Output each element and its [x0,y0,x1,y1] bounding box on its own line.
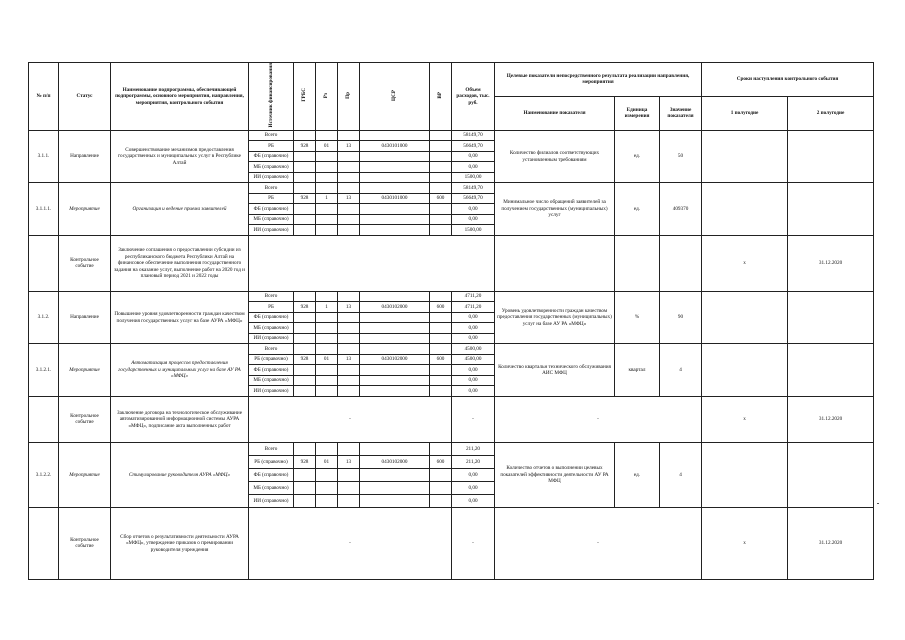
row-num: 3.1.1.1. [29,183,59,236]
table-row [29,291,874,302]
unit-cell: ед. [615,183,660,236]
unit-cell: ед. [615,442,660,507]
volume-cell: 0,00 [452,468,495,481]
volume-cell: 211,20 [452,442,495,455]
vr-cell: 600 [430,302,452,313]
pr-cell: 13 [338,455,360,468]
row-status: Мероприятие [59,442,111,507]
unit-cell: % [615,291,660,344]
volume-cell: 0,00 [452,494,495,507]
header-row [29,63,874,97]
row-status: Направление [59,291,111,344]
row-status: Мероприятие [59,183,111,236]
table-row [29,507,874,579]
csr-cell: 0430102000 [360,455,430,468]
csr-cell: 0430101000 [360,141,430,152]
half1-cell: х [702,507,788,579]
half2-cell: 31.12.2020 [788,507,874,579]
volume-cell: 0,00 [452,386,495,397]
volume-cell: 0,00 [452,204,495,215]
csr-cell: 0430102000 [360,354,430,365]
col-status: Статус [59,63,111,131]
source-cell: Всего [249,130,294,141]
volume-cell: 211,20 [452,455,495,468]
volume-cell: 0,00 [452,375,495,386]
row-status: Направление [59,130,111,183]
source-cell: Всего [249,344,294,355]
pr-cell: 13 [338,193,360,204]
source-cell: РБ [249,141,294,152]
source-cell: ИИ (справочно) [249,386,294,397]
pr-cell: 13 [338,141,360,152]
row-num: 3.1.2.2. [29,442,59,507]
dash-cell: - [452,507,495,579]
col-rz: Рз [316,63,338,131]
volume-cell: 4500,00 [452,344,495,355]
row-name: Сбор отчетов о результативности деятельности АУРА «МФЦ», утверждение приказов о премировании руководителя учреждения [111,507,249,579]
row-name: Автоматизация процессов предоставления государственных и муниципальных услуг на базе АУ РА «МФЦ» [111,344,249,397]
unit-cell: ед. [615,130,660,183]
volume-cell: 1500,00 [452,225,495,236]
row-num: 3.1.2.1. [29,344,59,397]
volume-cell: 0,00 [452,323,495,334]
source-cell: ИИ (справочно) [249,333,294,344]
row-status: Мероприятие [59,344,111,397]
volume-cell: 1500,00 [452,172,495,183]
target-cell: Количество филиалов соответствующих установленным требованиям [495,130,615,183]
source-cell: Всего [249,442,294,455]
source-cell: Всего [249,183,294,194]
source-cell: ИИ (справочно) [249,225,294,236]
source-cell: РБ (справочно) [249,354,294,365]
dash-cell: - [249,396,452,442]
rz-cell: 1 [316,302,338,313]
source-cell: МБ (справочно) [249,214,294,225]
col-grbs: ГРБС [294,63,316,131]
volume-cell: 58149,70 [452,183,495,194]
volume-cell: 56649,70 [452,141,495,152]
grbs-cell: 928 [294,354,316,365]
target-cell: Количество квартальн технического обслуживания АИС МФЦ [495,344,615,397]
csr-cell: 0430102000 [360,302,430,313]
grbs-cell: 928 [294,193,316,204]
row-status: Контрольное событие [59,396,111,442]
row-status: Контрольное событие [59,507,111,579]
dash-cell: - [249,507,452,579]
volume-cell: 0,00 [452,162,495,173]
rz-cell: 01 [316,141,338,152]
col-value: Значение показателя [660,96,702,130]
table-row [29,235,874,291]
source-cell: Всего [249,291,294,302]
program-table [28,62,874,580]
vr-cell: 600 [430,193,452,204]
col-vr: ВР [430,63,452,131]
col-deadline: Сроки наступления контрольного события [702,63,874,97]
volume-cell: 0,00 [452,333,495,344]
col-unit: Единица измерения [615,96,660,130]
volume-cell: 4711,20 [452,302,495,313]
grbs-cell: 928 [294,141,316,152]
table-row [29,344,874,355]
col-name: Наименование подпрограммы, обеспечивающей подпрограммы, основного мероприятия, направления, мероприятия, контрольного события [111,63,249,131]
scan-speck [877,503,879,504]
source-cell: ФБ (справочно) [249,468,294,481]
volume-cell: 0,00 [452,151,495,162]
table-row [29,183,874,194]
col-csr: ЦСР [360,63,430,131]
source-cell: РБ [249,302,294,313]
row-name: Заключение договора на технологическое обслуживание автоматизированной информационной системы АУРА «МФЦ», подписание акта выполненных работ [111,396,249,442]
source-cell: ФБ (справочно) [249,151,294,162]
source-cell: ИИ (справочно) [249,172,294,183]
rz-cell: 01 [316,455,338,468]
col-half1: 1 полугодие [702,96,788,130]
source-cell: РБ [249,193,294,204]
source-cell: ФБ (справочно) [249,204,294,215]
source-cell: МБ (справочно) [249,375,294,386]
value-cell: 409370 [660,183,702,236]
source-cell: МБ (справочно) [249,323,294,334]
row-num: 3.1.1. [29,130,59,183]
row-name: Стимулирование руководителя АУРА «МФЦ» [111,442,249,507]
half1-cell: х [702,396,788,442]
source-cell: МБ (справочно) [249,481,294,494]
col-source: Источник финансирования [249,63,294,131]
pr-cell: 13 [338,354,360,365]
volume-cell: 4500,00 [452,354,495,365]
source-cell: РБ (справочно) [249,455,294,468]
volume-cell: 0,00 [452,481,495,494]
row-num: 3.1.2. [29,291,59,344]
source-cell: МБ (справочно) [249,162,294,173]
vr-cell: 600 [430,354,452,365]
volume-cell: 4711,20 [452,291,495,302]
csr-cell: 0430101000 [360,193,430,204]
source-cell: ИИ (справочно) [249,494,294,507]
source-cell: ФБ (справочно) [249,312,294,323]
unit-cell: квартал [615,344,660,397]
col-num: № п/п [29,63,59,131]
table-row [29,130,874,141]
col-half2: 2 полугодие [788,96,874,130]
value-cell: 4 [660,442,702,507]
grbs-cell: 928 [294,302,316,313]
volume-cell: 0,00 [452,365,495,376]
dash-cell: - [495,507,702,579]
pr-cell: 13 [338,302,360,313]
value-cell: 50 [660,130,702,183]
volume-cell: 0,00 [452,214,495,225]
target-cell: Минимальное число обращений заявителей за получением государственных (муниципальных) услуг [495,183,615,236]
value-cell: 90 [660,291,702,344]
rz-cell: 1 [316,193,338,204]
row-name: Совершенствование механизмов предоставления государственных и муниципальных услуг в Республике Алтай [111,130,249,183]
row-name: Организация и ведение приема заявителей [111,183,249,236]
dash-cell: - [452,396,495,442]
value-cell: 4 [660,344,702,397]
volume-cell: 58149,70 [452,130,495,141]
row-name: Повышение уровня удовлетворенности граждан качеством получения государственных услуг на базе АУРА «МФЦ» [111,291,249,344]
half2-cell: 31.12.2020 [788,235,874,291]
row-name: Заключение соглашения о предоставлении субсидии из республиканского бюджета Республики Алтай на финансовое обеспечение выполнения государственного задания на оказание услуг, выполнение работ на 2020 год и плановый период 2021 и 2022 годы [111,235,249,291]
target-cell: Количество отчетов о выполнении целевых показателей эффективности деятельности АУ РА МФЦ [495,442,615,507]
table-row [29,442,874,455]
col-pr: Пр [338,63,360,131]
grbs-cell: 928 [294,455,316,468]
vr-cell: 600 [430,455,452,468]
target-cell: Уровень удовлетворенности граждан качеством предоставления государственных (муниципальных) услуг на базе АУ РА «МФЦ» [495,291,615,344]
rz-cell: 01 [316,354,338,365]
table-row [29,396,874,442]
row-status: Контрольное событие [59,235,111,291]
col-volume: Объем расходов, тыс. руб. [452,63,495,131]
volume-cell: 0,00 [452,312,495,323]
half1-cell: х [702,235,788,291]
dash-cell: - [495,396,702,442]
half2-cell: 31.12.2020 [788,396,874,442]
volume-cell: 56649,70 [452,193,495,204]
source-cell: ФБ (справочно) [249,365,294,376]
col-targets: Целевые показатели непосредственного результата реализации направления, мероприятия [495,63,702,97]
col-target-name: Наименование показателя [495,96,615,130]
